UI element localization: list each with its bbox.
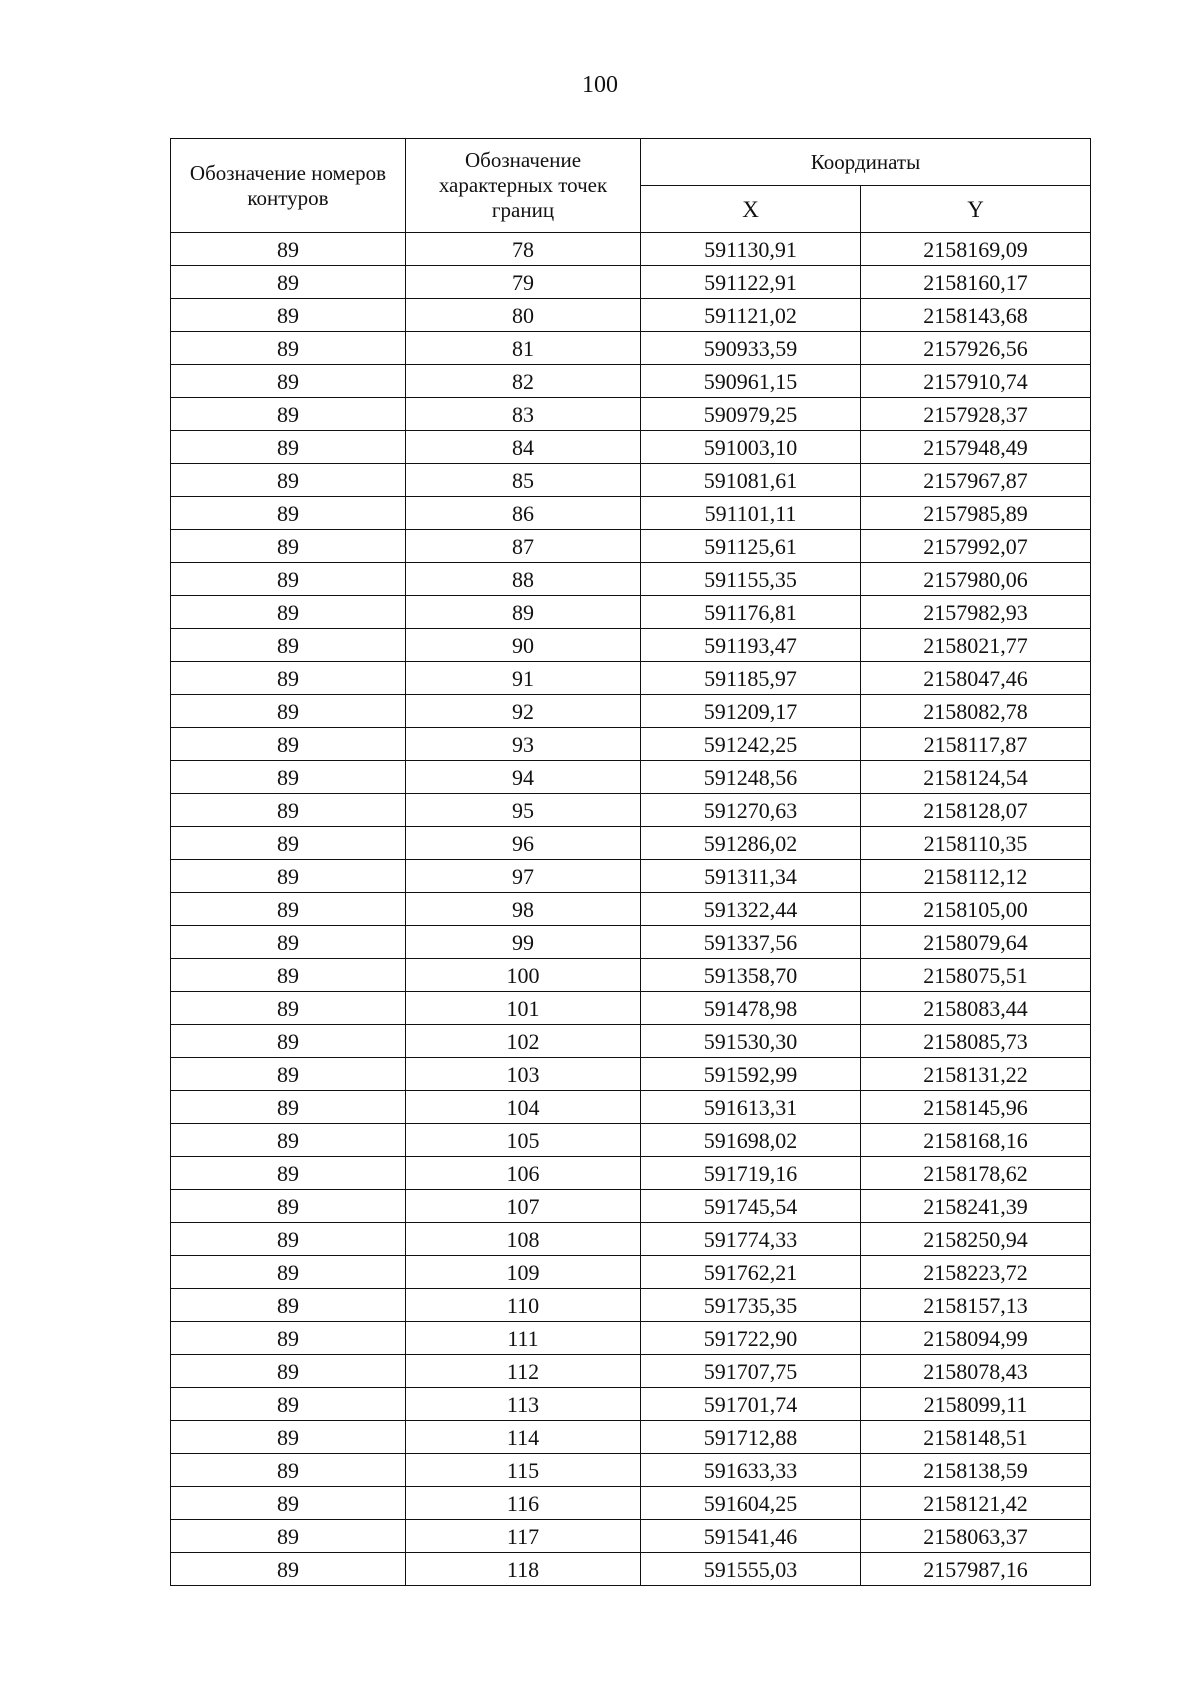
cell-point-number: 108: [406, 1223, 641, 1256]
table-row: [171, 299, 1091, 332]
cell-x: 591248,56: [641, 761, 861, 794]
cell-x: 590979,25: [641, 398, 861, 431]
cell-contour-number: 89: [171, 464, 406, 497]
table-row: [171, 1058, 1091, 1091]
cell-x: 591122,91: [641, 266, 861, 299]
cell-x: 591712,88: [641, 1421, 861, 1454]
cell-point-number: 103: [406, 1058, 641, 1091]
cell-contour-number: 89: [171, 992, 406, 1025]
cell-contour-number: 89: [171, 563, 406, 596]
cell-y: 2158105,00: [861, 893, 1091, 926]
cell-y: 2158160,17: [861, 266, 1091, 299]
cell-point-number: 83: [406, 398, 641, 431]
cell-contour-number: 89: [171, 1421, 406, 1454]
cell-point-number: 105: [406, 1124, 641, 1157]
cell-y: 2158075,51: [861, 959, 1091, 992]
table-row: [171, 563, 1091, 596]
cell-y: 2157910,74: [861, 365, 1091, 398]
cell-contour-number: 89: [171, 365, 406, 398]
cell-contour-number: 89: [171, 1124, 406, 1157]
cell-y: 2158223,72: [861, 1256, 1091, 1289]
table-row: [171, 728, 1091, 761]
cell-y: 2158124,54: [861, 761, 1091, 794]
cell-x: 591478,98: [641, 992, 861, 1025]
cell-point-number: 109: [406, 1256, 641, 1289]
cell-y: 2158145,96: [861, 1091, 1091, 1124]
table-header: [171, 139, 1091, 233]
cell-point-number: 86: [406, 497, 641, 530]
cell-contour-number: 89: [171, 926, 406, 959]
table-row: [171, 1289, 1091, 1322]
cell-contour-number: 89: [171, 695, 406, 728]
cell-y: 2158099,11: [861, 1388, 1091, 1421]
cell-point-number: 89: [406, 596, 641, 629]
cell-point-number: 98: [406, 893, 641, 926]
table-row: [171, 992, 1091, 1025]
cell-point-number: 113: [406, 1388, 641, 1421]
cell-point-number: 91: [406, 662, 641, 695]
cell-y: 2158112,12: [861, 860, 1091, 893]
cell-contour-number: 89: [171, 1157, 406, 1190]
cell-y: 2158178,62: [861, 1157, 1091, 1190]
cell-contour-number: 89: [171, 299, 406, 332]
cell-x: 591604,25: [641, 1487, 861, 1520]
table-row: [171, 332, 1091, 365]
cell-contour-number: 89: [171, 1388, 406, 1421]
cell-y: 2157985,89: [861, 497, 1091, 530]
cell-y: 2157992,07: [861, 530, 1091, 563]
table-row: [171, 1322, 1091, 1355]
cell-contour-number: 89: [171, 1487, 406, 1520]
table-row: [171, 827, 1091, 860]
cell-x: 591633,33: [641, 1454, 861, 1487]
cell-contour-number: 89: [171, 827, 406, 860]
header-coordinates: Координаты: [641, 139, 1091, 186]
table-row: [171, 464, 1091, 497]
cell-point-number: 97: [406, 860, 641, 893]
cell-x: 591121,02: [641, 299, 861, 332]
cell-y: 2157987,16: [861, 1553, 1091, 1586]
cell-x: 591286,02: [641, 827, 861, 860]
cell-contour-number: 89: [171, 629, 406, 662]
cell-point-number: 110: [406, 1289, 641, 1322]
cell-point-number: 116: [406, 1487, 641, 1520]
cell-y: 2158079,64: [861, 926, 1091, 959]
cell-contour-number: 89: [171, 1520, 406, 1553]
cell-x: 591081,61: [641, 464, 861, 497]
cell-y: 2157982,93: [861, 596, 1091, 629]
cell-y: 2157980,06: [861, 563, 1091, 596]
cell-point-number: 112: [406, 1355, 641, 1388]
table-row: [171, 530, 1091, 563]
page-number: 100: [582, 72, 618, 98]
header-contour-number: Обозначение номеров контуров: [171, 139, 406, 233]
cell-point-number: 96: [406, 827, 641, 860]
cell-contour-number: 89: [171, 530, 406, 563]
cell-x: 591322,44: [641, 893, 861, 926]
cell-point-number: 118: [406, 1553, 641, 1586]
cell-y: 2158083,44: [861, 992, 1091, 1025]
cell-x: 591003,10: [641, 431, 861, 464]
cell-x: 591613,31: [641, 1091, 861, 1124]
table-row: [171, 596, 1091, 629]
cell-contour-number: 89: [171, 1190, 406, 1223]
cell-point-number: 78: [406, 233, 641, 266]
cell-y: 2158117,87: [861, 728, 1091, 761]
table-row: [171, 629, 1091, 662]
cell-x: 591701,74: [641, 1388, 861, 1421]
table-row: [171, 1421, 1091, 1454]
cell-y: 2158128,07: [861, 794, 1091, 827]
cell-point-number: 117: [406, 1520, 641, 1553]
table-row: [171, 497, 1091, 530]
cell-y: 2158250,94: [861, 1223, 1091, 1256]
cell-x: 591745,54: [641, 1190, 861, 1223]
table-body: [171, 233, 1091, 1586]
cell-point-number: 79: [406, 266, 641, 299]
cell-contour-number: 89: [171, 398, 406, 431]
cell-y: 2158157,13: [861, 1289, 1091, 1322]
cell-x: 590961,15: [641, 365, 861, 398]
cell-point-number: 99: [406, 926, 641, 959]
cell-point-number: 107: [406, 1190, 641, 1223]
cell-point-number: 88: [406, 563, 641, 596]
cell-point-number: 82: [406, 365, 641, 398]
table-row: [171, 1553, 1091, 1586]
cell-contour-number: 89: [171, 1289, 406, 1322]
cell-contour-number: 89: [171, 431, 406, 464]
cell-contour-number: 89: [171, 1091, 406, 1124]
table-row: [171, 1223, 1091, 1256]
cell-point-number: 85: [406, 464, 641, 497]
cell-y: 2157948,49: [861, 431, 1091, 464]
table-row: [171, 365, 1091, 398]
table-row: [171, 1520, 1091, 1553]
cell-y: 2158138,59: [861, 1454, 1091, 1487]
cell-x: 591530,30: [641, 1025, 861, 1058]
cell-x: 591209,17: [641, 695, 861, 728]
cell-y: 2158078,43: [861, 1355, 1091, 1388]
cell-contour-number: 89: [171, 497, 406, 530]
table-row: [171, 1454, 1091, 1487]
cell-x: 591270,63: [641, 794, 861, 827]
cell-x: 591130,91: [641, 233, 861, 266]
cell-point-number: 111: [406, 1322, 641, 1355]
table-row: [171, 860, 1091, 893]
cell-x: 590933,59: [641, 332, 861, 365]
cell-contour-number: 89: [171, 1454, 406, 1487]
cell-y: 2158168,16: [861, 1124, 1091, 1157]
header-y: Y: [861, 186, 1091, 233]
cell-y: 2158131,22: [861, 1058, 1091, 1091]
cell-y: 2157928,37: [861, 398, 1091, 431]
cell-x: 591719,16: [641, 1157, 861, 1190]
cell-contour-number: 89: [171, 1058, 406, 1091]
cell-x: 591555,03: [641, 1553, 861, 1586]
cell-x: 591155,35: [641, 563, 861, 596]
cell-x: 591358,70: [641, 959, 861, 992]
cell-x: 591722,90: [641, 1322, 861, 1355]
cell-y: 2158047,46: [861, 662, 1091, 695]
cell-point-number: 90: [406, 629, 641, 662]
table-row: [171, 794, 1091, 827]
table-row: [171, 431, 1091, 464]
cell-x: 591242,25: [641, 728, 861, 761]
cell-contour-number: 89: [171, 1256, 406, 1289]
table-row: [171, 695, 1091, 728]
cell-x: 591125,61: [641, 530, 861, 563]
cell-point-number: 92: [406, 695, 641, 728]
table-row: [171, 926, 1091, 959]
cell-y: 2158082,78: [861, 695, 1091, 728]
cell-y: 2158110,35: [861, 827, 1091, 860]
cell-y: 2158085,73: [861, 1025, 1091, 1058]
cell-contour-number: 89: [171, 1553, 406, 1586]
cell-point-number: 95: [406, 794, 641, 827]
cell-point-number: 81: [406, 332, 641, 365]
cell-contour-number: 89: [171, 266, 406, 299]
table-row: [171, 1256, 1091, 1289]
cell-contour-number: 89: [171, 662, 406, 695]
cell-y: 2158169,09: [861, 233, 1091, 266]
cell-contour-number: 89: [171, 893, 406, 926]
cell-y: 2158241,39: [861, 1190, 1091, 1223]
cell-y: 2158121,42: [861, 1487, 1091, 1520]
header-x: X: [641, 186, 861, 233]
cell-y: 2157967,87: [861, 464, 1091, 497]
cell-contour-number: 89: [171, 794, 406, 827]
header-boundary-point: Обозначение характерных точек границ: [406, 139, 641, 233]
cell-contour-number: 89: [171, 1223, 406, 1256]
cell-x: 591707,75: [641, 1355, 861, 1388]
table-row: [171, 1190, 1091, 1223]
cell-point-number: 104: [406, 1091, 641, 1124]
cell-x: 591193,47: [641, 629, 861, 662]
table-row: [171, 1487, 1091, 1520]
coordinates-table: [170, 138, 1091, 1586]
table-row: [171, 1124, 1091, 1157]
table-row: [171, 266, 1091, 299]
cell-contour-number: 89: [171, 959, 406, 992]
cell-y: 2158148,51: [861, 1421, 1091, 1454]
cell-contour-number: 89: [171, 596, 406, 629]
cell-point-number: 84: [406, 431, 641, 464]
cell-x: 591735,35: [641, 1289, 861, 1322]
cell-contour-number: 89: [171, 233, 406, 266]
cell-point-number: 80: [406, 299, 641, 332]
cell-point-number: 102: [406, 1025, 641, 1058]
cell-point-number: 93: [406, 728, 641, 761]
cell-point-number: 100: [406, 959, 641, 992]
cell-x: 591185,97: [641, 662, 861, 695]
cell-x: 591101,11: [641, 497, 861, 530]
cell-point-number: 101: [406, 992, 641, 1025]
cell-y: 2158094,99: [861, 1322, 1091, 1355]
table-row: [171, 1091, 1091, 1124]
table-row: [171, 1025, 1091, 1058]
table-row: [171, 662, 1091, 695]
cell-y: 2157926,56: [861, 332, 1091, 365]
table-row: [171, 233, 1091, 266]
cell-contour-number: 89: [171, 332, 406, 365]
cell-point-number: 106: [406, 1157, 641, 1190]
cell-contour-number: 89: [171, 728, 406, 761]
cell-y: 2158063,37: [861, 1520, 1091, 1553]
cell-x: 591762,21: [641, 1256, 861, 1289]
cell-contour-number: 89: [171, 1322, 406, 1355]
cell-point-number: 115: [406, 1454, 641, 1487]
cell-x: 591774,33: [641, 1223, 861, 1256]
cell-contour-number: 89: [171, 1025, 406, 1058]
cell-point-number: 94: [406, 761, 641, 794]
cell-contour-number: 89: [171, 1355, 406, 1388]
table-row: [171, 761, 1091, 794]
cell-x: 591541,46: [641, 1520, 861, 1553]
cell-point-number: 87: [406, 530, 641, 563]
table-row: [171, 1388, 1091, 1421]
cell-x: 591698,02: [641, 1124, 861, 1157]
cell-point-number: 114: [406, 1421, 641, 1454]
table-row: [171, 1157, 1091, 1190]
cell-x: 591337,56: [641, 926, 861, 959]
table-row: [171, 1355, 1091, 1388]
cell-y: 2158143,68: [861, 299, 1091, 332]
table-row: [171, 398, 1091, 431]
table-row: [171, 893, 1091, 926]
cell-contour-number: 89: [171, 860, 406, 893]
cell-x: 591311,34: [641, 860, 861, 893]
cell-x: 591592,99: [641, 1058, 861, 1091]
table-row: [171, 959, 1091, 992]
cell-x: 591176,81: [641, 596, 861, 629]
cell-contour-number: 89: [171, 761, 406, 794]
cell-y: 2158021,77: [861, 629, 1091, 662]
